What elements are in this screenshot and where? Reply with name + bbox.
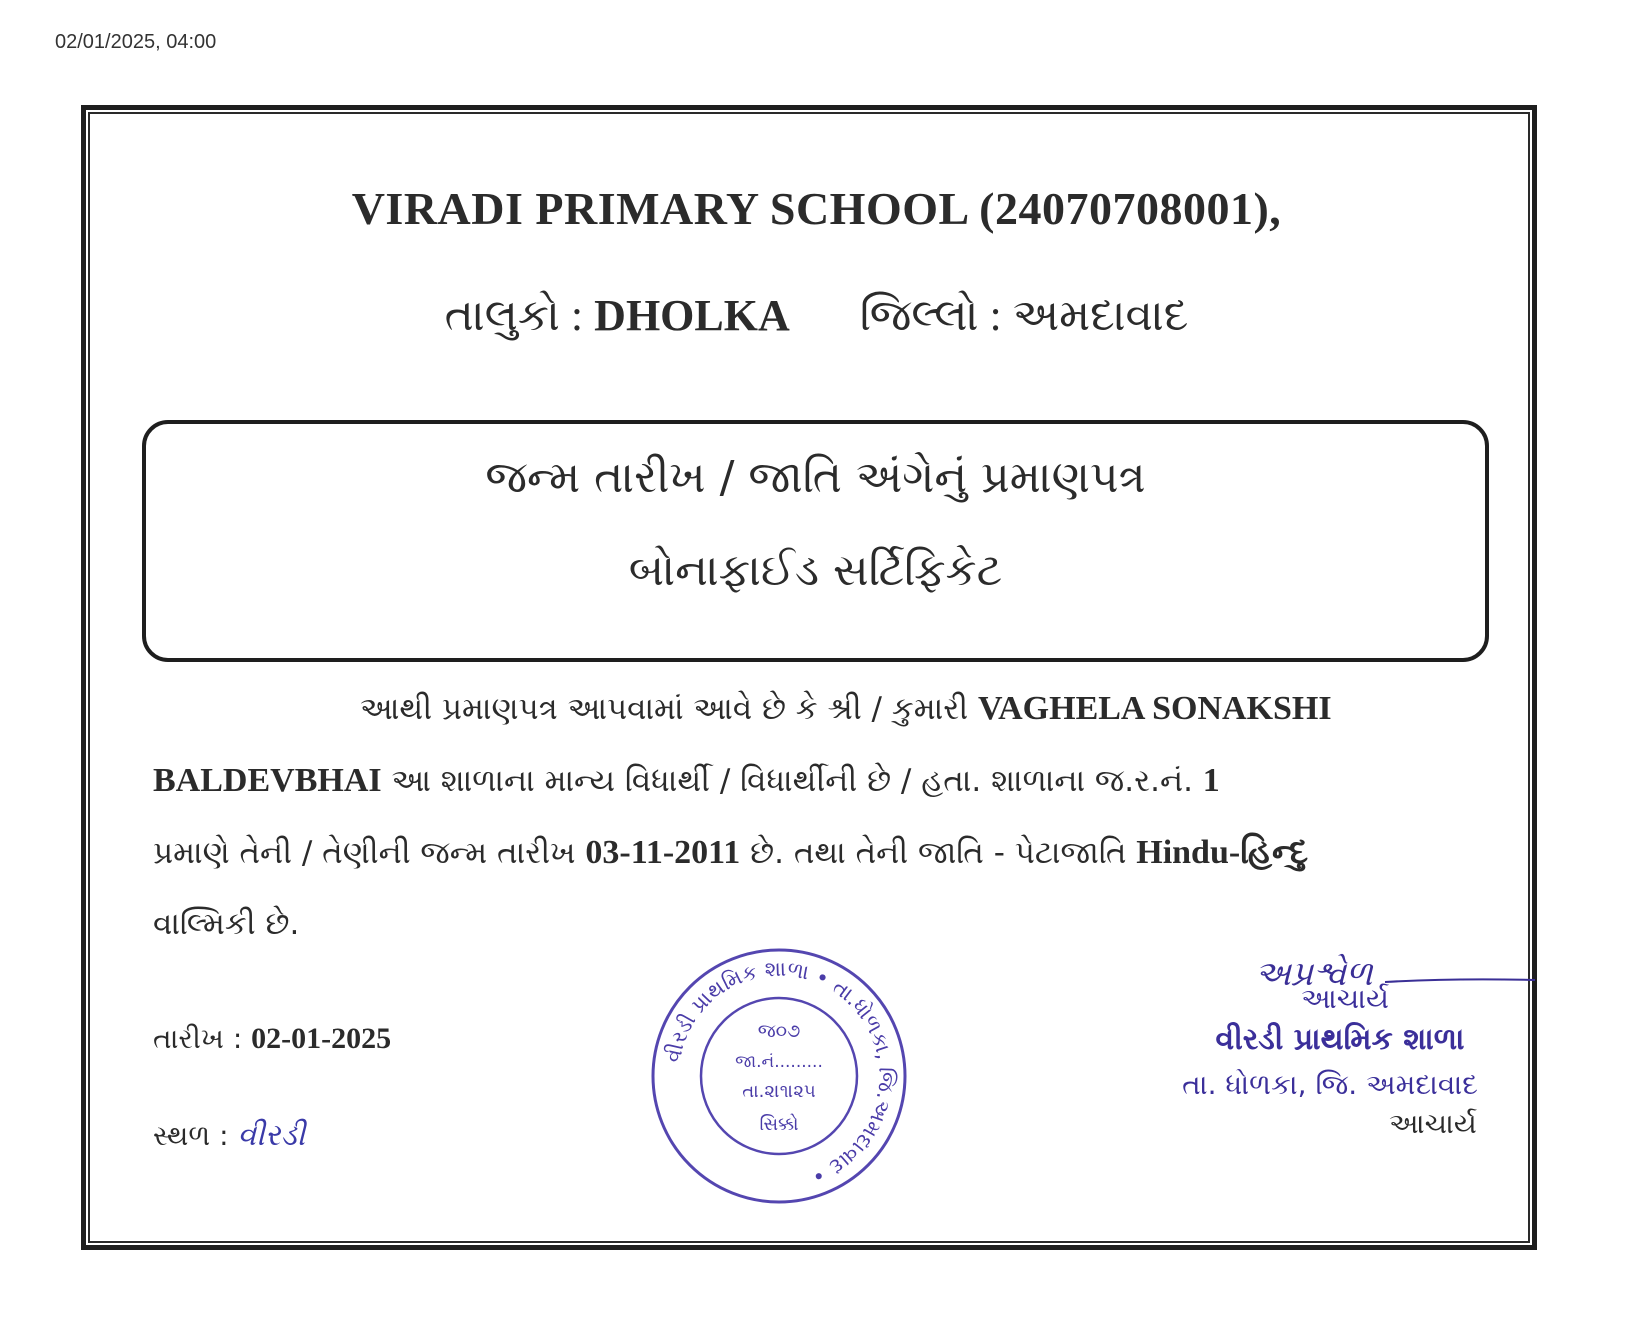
svg-text:અપ્રશ્વેળ: અપ્રશ્વેળ [1255,954,1373,994]
place-label: સ્થળ : [153,1119,238,1152]
caste-value: Hindu-હિન્દુ [1136,834,1309,871]
location-line [0,290,1633,341]
seal-outer-ring [653,950,905,1202]
taluka-value: DHOLKA [594,291,790,340]
stamp-role: આચાર્ય [1301,982,1389,1015]
seal-label: સિક્કો [759,1114,799,1135]
seal-date: તા.૨।૧।૨૫ [742,1081,816,1102]
date-label: તારીખ : [153,1022,252,1055]
place [153,1118,305,1153]
principal-role: આચાર્ય [1389,1107,1477,1140]
certificate-subtitle: બોનાફાઈડ સર્ટિફિકેટ [628,545,1003,596]
body-line-4: વાલ્મિકી છે. [153,906,300,942]
district-value: અમદાવાદ [1012,291,1189,340]
seal-ref-no: જા.નં......... [735,1052,823,1072]
seal-code: જ૦૭ [757,1020,801,1042]
stamp-address: તા. ધોળકા, જિ. અમદાવાદ [1182,1068,1478,1101]
school-name: VIRADI PRIMARY SCHOOL (24070708001), [351,183,1282,234]
stamp-school: વીરડી પ્રાથમિક શાળા [1215,1022,1465,1057]
date-value: 02-01-2025 [251,1022,392,1055]
body-line-2: BALDEVBHAI આ શાળાના માન્ય વિધાર્થી / વિધાર્થીની છે / હતા. શાળાના જ.ર.નં. 1 [153,762,1220,799]
taluka-label: તાલુકો : [444,291,584,340]
birth-date: 03-11-2011 [585,834,741,871]
certificate-title: જન્મ તારીખ / જાતિ અંગેનું પ્રમાણપત્ર [485,452,1146,503]
register-number: 1 [1202,762,1220,799]
seal-outer-text: વીરડી પ્રાથમિક શાળા • તા.ધોળકા, જિ.અમદાવાદ • [660,956,899,1189]
body-line-3: પ્રમાણે તેની / તેણીની જન્મ તારીખ 03-11-2011 છે. તથા તેની જાતિ - પેટાજાતિ Hindu-હિન્દુ [153,834,1309,871]
body-line-1: આથી પ્રમાણપત્ર આપવામાં આવે છે કે શ્રી / કુમારી VAGHELA SONAKSHI [360,690,1332,727]
district-label: જિલ્લો : [859,291,1002,340]
student-name-cont: BALDEVBHAI [153,762,382,799]
issue-date [153,1022,391,1056]
school-seal [648,945,910,1207]
print-timestamp: 02/01/2025, 04:00 [55,31,217,53]
place-value: વીરડી [237,1118,306,1153]
student-name: VAGHELA SONAKSHI [977,690,1332,727]
